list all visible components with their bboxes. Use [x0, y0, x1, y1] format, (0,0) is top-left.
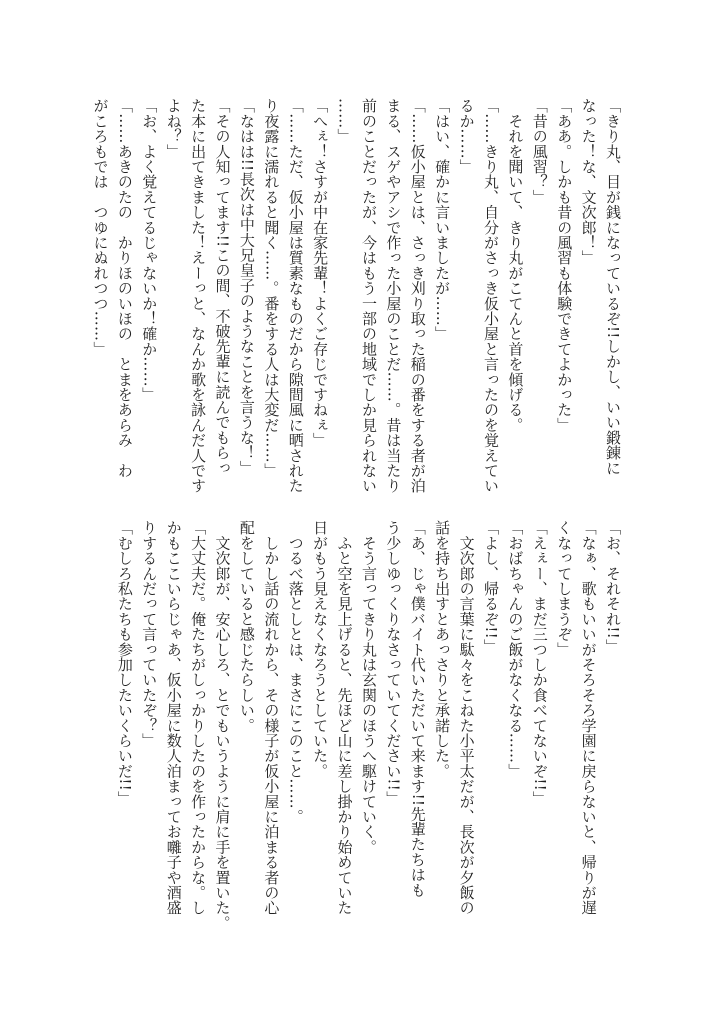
text-column: 「その人知ってます!!この間、不破先輩に読んでもらっ	[213, 98, 232, 476]
text-column: 前のことだったが、今はもう一部の地域でしか見られない	[359, 98, 378, 494]
text-column: そう言ってきり丸は玄関のほうへ駆けていく。	[359, 520, 378, 855]
text-block-upper	[88, 98, 625, 510]
text-column: 「おばちゃんのご飯がなくなる……」	[506, 520, 525, 779]
text-column: 話を持ち出すとあっさりと承諾した。	[433, 520, 452, 779]
text-column: くなってしまうぞ」	[555, 520, 574, 657]
text-column: 「なはは!!長次は中大兄皇子のようなことを言うな！」	[237, 98, 256, 476]
text-column: 「よし、帰るぞ!!」	[481, 520, 500, 655]
text-column: よね？」	[164, 98, 183, 159]
text-column: それを聞いて、きり丸がこてんと首を傾げる。	[506, 98, 525, 433]
text-column: 日がもう見えなくなろうとしていた。	[311, 520, 330, 779]
text-column: 「……仮小屋とは、さっき刈り取った稲の番をする者が泊	[408, 98, 427, 494]
text-column: まる、スゲやアシで作った小屋のことだ……。昔は当たり	[384, 98, 403, 494]
text-column: 文次郎が、安心しろ、とでもいうように肩に手を置いた。	[213, 520, 232, 931]
text-column: りするんだって言っていたぞ？」	[140, 520, 159, 748]
text-column: ふと空を見上げると、先ほど山に差し掛かり始めていた	[335, 520, 354, 916]
text-column: 「……きり丸、自分がさっき仮小屋と言ったのを覚えてい	[481, 98, 500, 494]
text-column: 「お、それそれ!!」	[604, 520, 622, 655]
text-column: 「昔の風習？」	[530, 98, 549, 205]
text-column: 「はい、確かに言いましたが……」	[433, 98, 452, 342]
text-column: ……」	[335, 98, 354, 144]
text-column: 「……ただ、仮小屋は質素なものだから隙間風に晒された	[286, 98, 305, 494]
text-column: しかし話の流れから、その様子が仮小屋に泊まる者の心	[262, 520, 281, 916]
text-column: 「へぇ！さすが中在家先輩！よくご存じですねぇ」	[311, 98, 330, 448]
text-column: 「あ、じゃ僕バイト代いただいて来ます!!先輩たちはも	[408, 520, 427, 898]
text-column: 配をしていると感じたらしい。	[237, 520, 256, 733]
text-column: 「……あきのたの かりほのいほの とまをあらみ わ	[115, 98, 134, 478]
text-column: り夜露に濡れると聞く……。番をする人は大変だ……」	[262, 98, 281, 478]
text-column: 「むしろ私たちも参加したいくらいだ!!」	[115, 520, 134, 807]
text-column: 「なぁ、歌もいいがそろそろ学園に戻らないと、帰りが遅	[579, 520, 598, 916]
text-column: るか……」	[457, 98, 476, 174]
text-column: 「大丈夫だ。俺たちがしっかりしたのを作ったからな。し	[189, 520, 208, 916]
text-column: う少しゆっくりなさっていてください!!」	[384, 520, 403, 807]
text-column: なった！な、文次郎！」	[579, 98, 598, 266]
text-column: 「きり丸、目が銭になっているぞ!!しかし、いい鍛錬に	[604, 98, 622, 476]
text-column: かもここいらじゃあ、仮小屋に数人泊まってお囃子や酒盛	[164, 520, 183, 916]
text-column: 「ああ。しかも昔の風習も体験できてよかった」	[555, 98, 574, 433]
text-column: 「お、よく覚えてるじゃないか！確か……」	[140, 98, 159, 402]
text-column: がころもでは つゆにぬれつつ……」	[91, 98, 110, 357]
text-column: 文次郎の言葉に駄々をこねた小平太だが、長次が夕飯の	[457, 520, 476, 916]
text-column: 「えぇー、まだ三つしか食べてないぞ!!」	[530, 520, 549, 807]
text-column: つるべ落としとは、まさにこのこと……。	[286, 520, 305, 824]
text-column: た本に出てきました！えーっと、なんか歌を詠んだ人です	[189, 98, 208, 494]
text-block-lower	[112, 520, 625, 932]
